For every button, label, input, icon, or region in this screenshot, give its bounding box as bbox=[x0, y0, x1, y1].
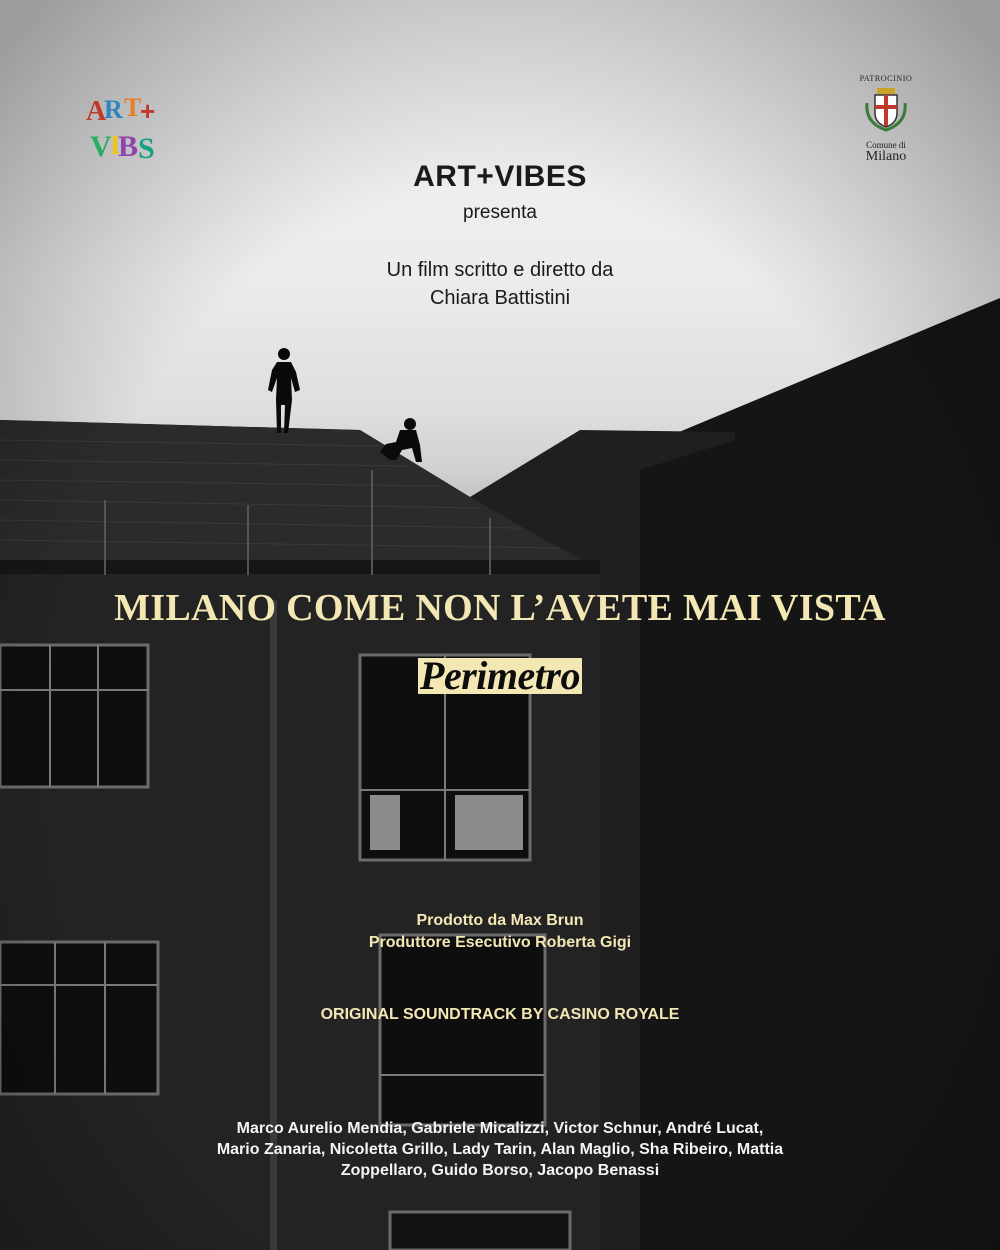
director-credit-line1: Un film scritto e diretto da bbox=[386, 259, 614, 281]
municipality-city: Milano bbox=[865, 149, 907, 164]
comune-di-milano-logo bbox=[850, 74, 922, 174]
svg-text:T: T bbox=[124, 93, 142, 122]
svg-text:A: A bbox=[86, 96, 107, 127]
art-vibes-logo bbox=[84, 90, 162, 164]
coat-of-arms-icon bbox=[861, 83, 911, 133]
svg-text:B: B bbox=[118, 130, 139, 163]
cast-line-1: Marco Aurelio Mendia, Gabriele Micalizzi, Victor Schnur, André Lucat, bbox=[236, 1120, 764, 1137]
patronage-label: PATROCINIO bbox=[859, 74, 913, 83]
svg-text:I: I bbox=[110, 131, 121, 160]
title-container bbox=[0, 653, 1000, 698]
svg-text:V: V bbox=[90, 130, 112, 163]
tagline: MILANO COME NON L’AVETE MAI VISTA bbox=[114, 587, 886, 629]
soundtrack-credit: ORIGINAL SOUNDTRACK BY CASINO ROYALE bbox=[320, 1006, 680, 1023]
svg-text:S: S bbox=[138, 132, 155, 164]
film-title: Perimetro bbox=[420, 653, 580, 698]
director-credit-line2: Chiara Battistini bbox=[429, 287, 571, 309]
producer-credit: Prodotto da Max Brun bbox=[416, 912, 584, 929]
cast-line-3: Zoppellaro, Guido Borso, Jacopo Benassi bbox=[340, 1162, 660, 1179]
presents-label: presenta bbox=[463, 202, 537, 223]
svg-text:+: + bbox=[140, 96, 156, 126]
executive-producer-credit: Produttore Esecutivo Roberta Gigi bbox=[368, 934, 632, 951]
svg-text:R: R bbox=[104, 95, 123, 124]
municipality-label: Comune di bbox=[866, 140, 906, 150]
presenter-brand: ART+VIBES bbox=[413, 160, 587, 193]
cast-line-2: Mario Zanaria, Nicoletta Grillo, Lady Tarin, Alan Maglio, Sha Ribeiro, Mattia bbox=[216, 1141, 784, 1158]
